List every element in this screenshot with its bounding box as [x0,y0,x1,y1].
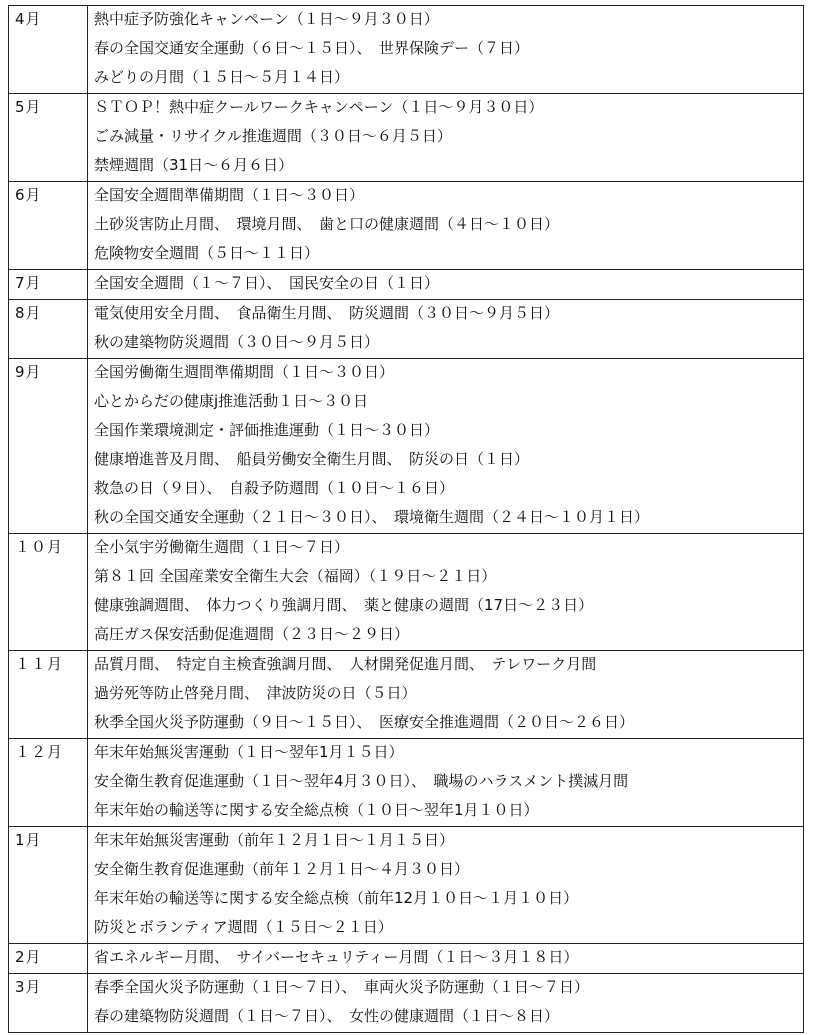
event-line: 全国作業環境測定・評価推進運動（１日～３０日） [94,421,440,439]
month-cell [9,944,88,974]
month-row [9,651,804,739]
month-row [9,739,804,827]
month-row [9,300,804,359]
event-line: 全小気宇労働衛生週間（１日～７日） [94,538,350,556]
month-cell [9,534,88,651]
events-cell [88,300,804,359]
event-line: 第８１回 全国産業安全衛生大会（福岡）（１９日～２１日） [94,567,497,585]
events-cell [88,944,804,974]
event-line: 春の全国交通安全運動（６日～１５日）、 世界保険デー（７日） [94,39,530,57]
month-cell [9,739,88,827]
month-cell [9,182,88,270]
event-line: 熱中症予防強化キャンペーン（１日～９月３０日） [94,10,439,28]
calendar-rows [9,6,804,1033]
month-cell [9,651,88,739]
month-cell [9,6,88,94]
event-line: 秋の全国交通安全運動（２１日～３０日）、 環境衛生週間（２４日～１０月１日） [94,508,650,526]
event-line: 全国安全週間（１～７日）、 国民安全の日（１日） [94,274,440,292]
event-line: 危険物安全週間（５日～１１日） [94,244,320,262]
month-label: 4月 [15,10,42,28]
month-cell [9,300,88,359]
event-line: みどりの月間（１５日～５月１４日） [94,68,350,86]
month-label: １１月 [15,655,64,673]
event-line: 禁煙週間（31日～６月６日） [94,156,294,174]
events-cell [88,359,804,534]
event-line: ＳＴＯＰ！熱中症クールワークキャンペーン（１日～９月３０日） [94,98,544,116]
events-cell [88,6,804,94]
month-label: 3月 [15,978,42,996]
event-line: 年末年始無災害運動（前年１２月１日～１月１５日） [94,831,455,849]
events-cell [88,270,804,300]
event-line: 高圧ガス保安活動促進週間（２３日～２９日） [94,625,410,643]
month-label: 2月 [15,948,42,966]
month-cell [9,827,88,944]
event-line: 春季全国火災予防運動（１日～７日）、 車両火災予防運動（１日～７日） [94,978,590,996]
month-cell [9,974,88,1033]
event-line: 救急の日（９日）、 自殺予防週間（１０日～１６日） [94,479,455,497]
event-line: 心とからだの健康j推進活動１日～３０日 [94,392,369,410]
month-label: 1月 [15,831,42,849]
event-line: 健康強調週間、 体力つくり強調月間、 薬と健康の週間（17日～２３日） [94,596,594,614]
events-cell [88,534,804,651]
events-cell [88,651,804,739]
month-cell [9,94,88,182]
event-line: 全国安全週間準備期間（１日～３０日） [94,186,365,204]
month-label: 7月 [15,274,42,292]
events-cell [88,827,804,944]
month-row [9,944,804,974]
month-cell [9,359,88,534]
event-line: 秋の建築物防災週間（３０日～９月５日） [94,333,380,351]
event-line: 年末年始無災害運動（１日～翌年1月１５日） [94,743,404,761]
event-line: 安全衛生教育促進運動（１日～翌年4月３０日）、 職場のハラスメント撲滅月間 [94,772,629,790]
event-line: 品質月間、 特定自主検査強調月間、 人材開発促進月間、 テレワーク月間 [94,655,597,673]
event-line: 省エネルギー月間、 サイバーセキュリティー月間（１日～３月１８日） [94,948,579,966]
event-line: ごみ減量・リサイクル推進週間（３０日～６月５日） [94,127,452,145]
month-row [9,94,804,182]
month-label: 8月 [15,304,42,322]
event-line: 春の建築物防災週間（１日～７日）、 女性の健康週間（１日～８日） [94,1007,560,1025]
event-line: 電気使用安全月間、 食品衛生月間、 防災週間（３０日～９月５日） [94,304,560,322]
event-line: 秋季全国火災予防運動（９日～１５日）、 医療安全推進週間（２０日～２６日） [94,713,635,731]
month-row [9,182,804,270]
event-line: 年末年始の輸送等に関する安全総点検（１０日～翌年1月１０日） [94,801,539,819]
event-line: 安全衛生教育促進運動（前年１２月１日～４月３０日） [94,860,470,878]
events-cell [88,182,804,270]
event-line: 年末年始の輸送等に関する安全総点検（前年12月１０日～１月１０日） [94,889,579,907]
month-row [9,6,804,94]
month-row [9,270,804,300]
month-label: １０月 [15,538,64,556]
month-label: 5月 [15,98,42,116]
month-label: １２月 [15,743,64,761]
month-row [9,534,804,651]
event-line: 土砂災害防止月間、 環境月間、 歯と口の健康週間（４日～１０日） [94,215,560,233]
month-cell [9,270,88,300]
month-row [9,359,804,534]
events-cell [88,974,804,1033]
events-cell [88,739,804,827]
month-label: 6月 [15,186,42,204]
event-line: 全国労働衛生週間準備期間（１日～３０日） [94,363,395,381]
month-row [9,827,804,944]
event-line: 防災とボランティア週間（１５日～２１日） [94,918,393,936]
month-label: 9月 [15,363,42,381]
month-row [9,974,804,1033]
safety-event-calendar-table [8,5,804,1033]
events-cell [88,94,804,182]
event-line: 健康増進普及月間、 船員労働安全衛生月間、 防災の日（１日） [94,450,530,468]
event-line: 過労死等防止啓発月間、 津波防災の日（５日） [94,684,417,702]
